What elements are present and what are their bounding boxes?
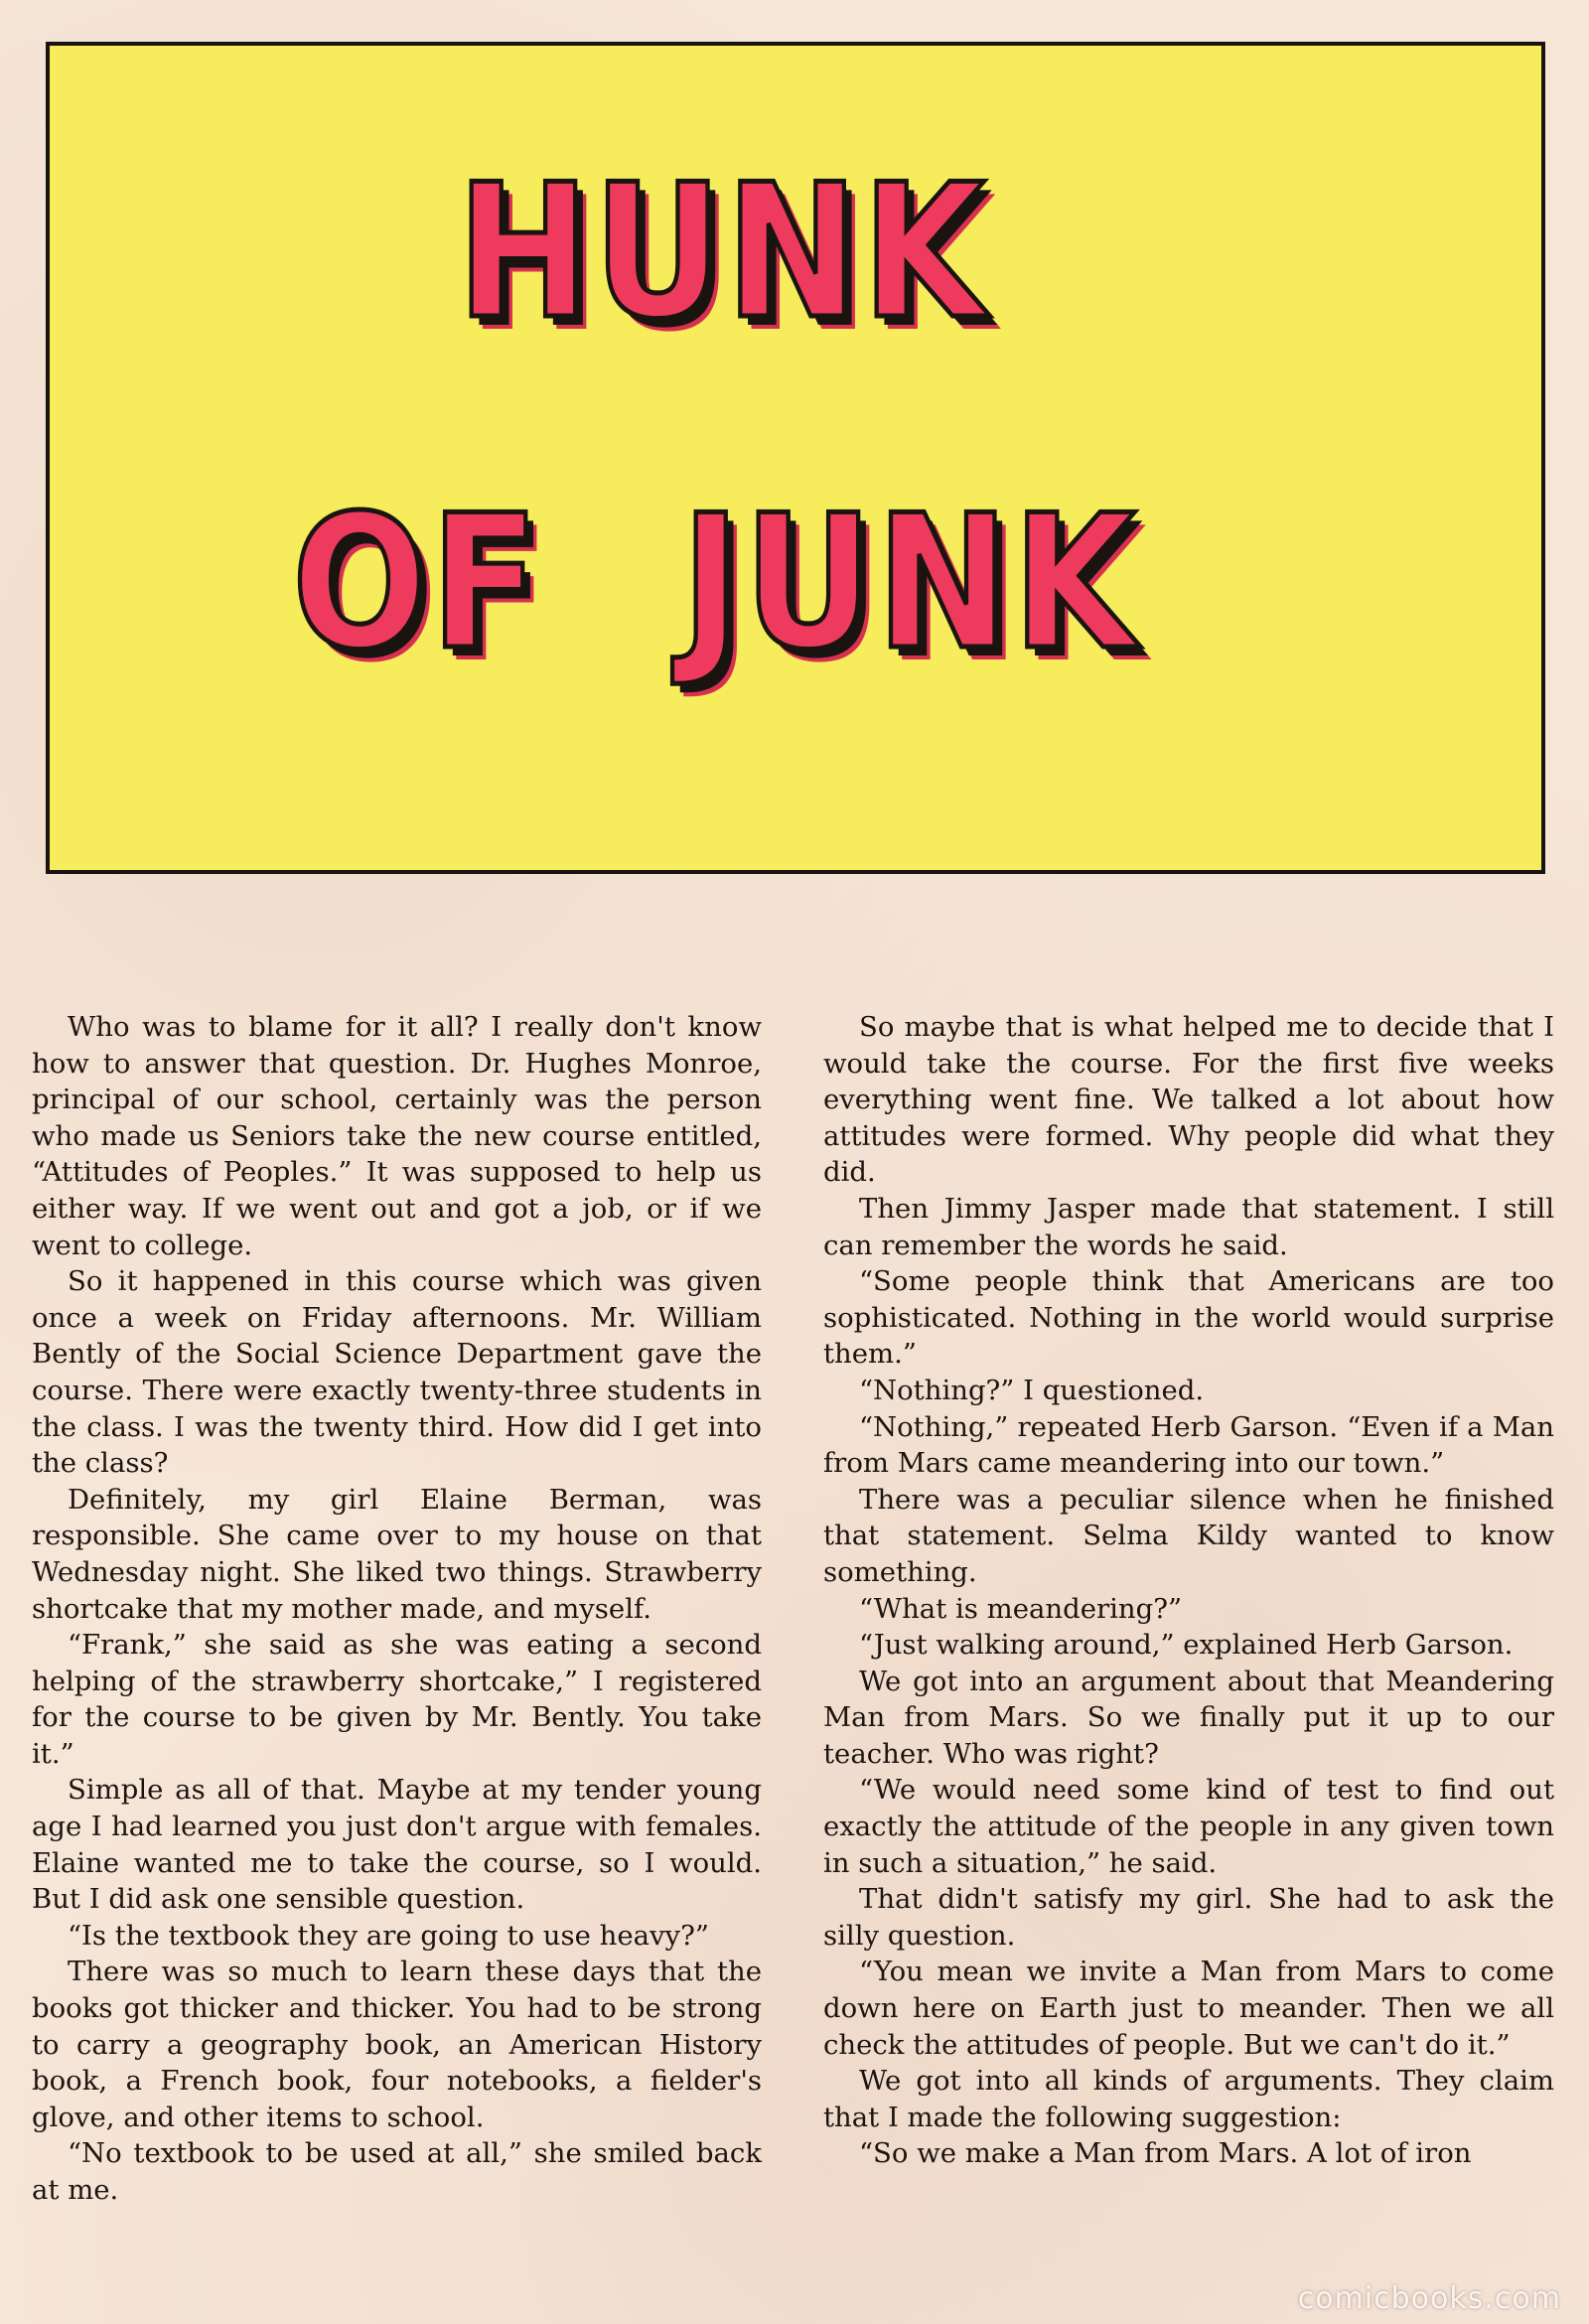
paragraph: Then Jimmy Jasper made that statement. I still can remember the words he said.	[823, 1192, 1554, 1261]
paragraph: “Just walking around,” explained Herb Garson.	[859, 1629, 1514, 1662]
paragraph: So maybe that is what helped me to decide that I would take the course. For the first five weeks everything went fine. We talked a lot about how attitudes were formed. Why people did what they did.	[823, 1011, 1554, 1189]
paragraph: Who was to blame for it all? I really don't know how to answer that question. Dr. Hughes Monroe, principal of our school, certainly was the person who made us Seniors take the new course entitled, “Attitudes of Peoples.” It was supposed to help us either way. If we went out and got a job, or if we went to college.	[32, 1011, 762, 1261]
paragraph: “Nothing?” I questioned.	[859, 1374, 1205, 1406]
story-column-left	[32, 1009, 762, 2209]
paragraph: Simple as all of that. Maybe at my tender young age I had learned you just don't argue with females. Elaine wanted me to take the course, so I would. But I did ask one sensible question.	[32, 1774, 762, 1916]
title-word-hunk: HUNK	[457, 144, 989, 360]
paragraph: We got into all kinds of arguments. They claim that I made the following suggestion:	[823, 2065, 1554, 2133]
title-word-of: OF	[292, 475, 543, 690]
paragraph: That didn't satisfy my girl. She had to ask the silly question.	[823, 1883, 1554, 1952]
paragraph: “We would need some kind of test to find out exactly the attitude of the people in any given town in such a situation,” he said.	[823, 1774, 1554, 1879]
paragraph: There was a peculiar silence when he finished that statement. Selma Kildy wanted to know something.	[823, 1483, 1554, 1588]
paragraph: Definitely, my girl Elaine Berman, was responsible. She came over to my house on that Wednesday night. She liked two things. Strawberry shortcake that my mother made, and myself.	[32, 1483, 762, 1625]
paragraph: “Frank,” she said as she was eating a second helping of the strawberry shortcake,” I registered for the course to be given by Mr. Bently. You take it.”	[32, 1629, 762, 1770]
paragraph: “Is the textbook they are going to use heavy?”	[68, 1919, 709, 1952]
paragraph: “So we make a Man from Mars. A lot of iron	[859, 2137, 1472, 2170]
title-panel	[46, 42, 1545, 874]
paragraph: There was so much to learn these days that the books got thicker and thicker. You had to be strong to carry a geography book, an American History book, a French book, four notebooks, a fielder's glove, and other items to school.	[32, 1956, 762, 2133]
watermark: comicbooks.com	[1297, 2281, 1561, 2316]
paragraph: “Nothing,” repeated Herb Garson. “Even if a Man from Mars came meandering into our town.”	[823, 1410, 1554, 1480]
title-word-junk: JUNK	[681, 475, 1140, 690]
paragraph: “What is meandering?”	[859, 1592, 1183, 1625]
paragraph: “No textbook to be used at all,” she smiled back at me.	[32, 2137, 762, 2206]
paragraph: “Some people think that Americans are too sophisticated. Nothing in the world would surprise them.”	[823, 1265, 1554, 1371]
paragraph: We got into an argument about that Meandering Man from Mars. So we finally put it up to our teacher. Who was right?	[823, 1665, 1554, 1770]
paragraph: “You mean we invite a Man from Mars to come down here on Earth just to meander. Then we all check the attitudes of people. But we can't do it.”	[823, 1956, 1554, 2061]
story-column-right	[823, 1009, 1554, 2172]
paragraph: So it happened in this course which was given once a week on Friday afternoons. Mr. William Bently of the Social Science Department gave the course. There were exactly twenty-three students in the class. I was the twenty third. How did I get into the class?	[32, 1265, 762, 1480]
